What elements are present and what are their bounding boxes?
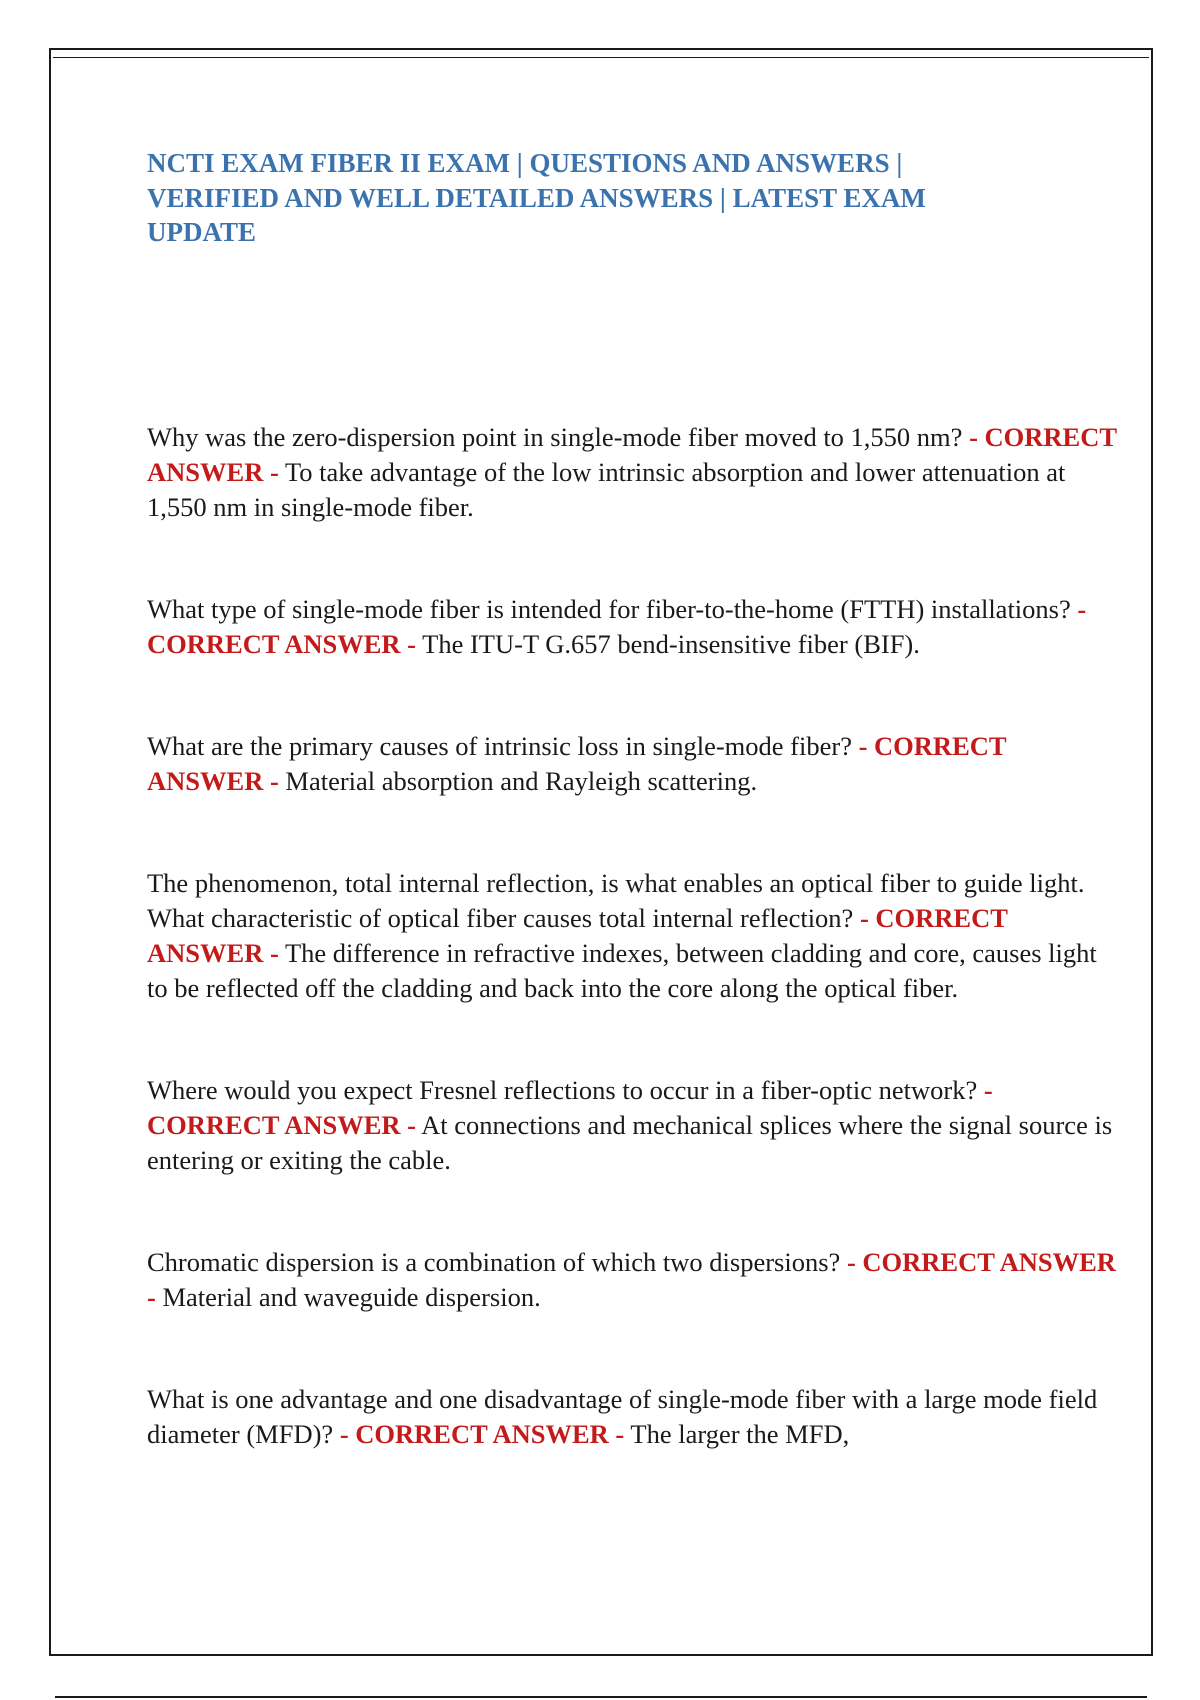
correct-answer-label: CORRECT ANSWER [147, 731, 1007, 796]
correct-answer-label: CORRECT ANSWER [147, 629, 401, 659]
answer-text: Material absorption and Rayleigh scattering. [285, 766, 758, 796]
page-frame [49, 48, 1153, 1656]
correct-answer-label: CORRECT ANSWER [862, 1247, 1116, 1277]
question-text: The phenomenon, total internal reflection, is what enables an optical fiber to guide light. What characteristic of optical fiber causes total internal reflection? [147, 868, 1085, 933]
document-title: NCTI EXAM FIBER II EXAM | QUESTIONS AND ANSWERS | VERIFIED AND WELL DETAILED ANSWERS | LATEST EXAM UPDATE [147, 148, 926, 247]
separator: - [339, 1419, 349, 1449]
correct-answer-label: CORRECT ANSWER [147, 903, 1008, 968]
separator: - [859, 903, 869, 933]
question-text: What type of single-mode fiber is intended for fiber-to-the-home (FTTH) installations? [147, 594, 1071, 624]
question-text: What is one advantage and one disadvantage of single-mode fiber with a large mode field diameter (MFD)? [147, 1384, 1098, 1449]
qa-item [147, 1073, 1117, 1178]
question-text: Where would you expect Fresnel reflections to occur in a fiber-optic network? [147, 1075, 978, 1105]
qa-item [147, 1245, 1117, 1315]
separator: - [269, 938, 279, 968]
separator: - [269, 766, 279, 796]
separator: - [269, 457, 279, 487]
correct-answer-label: CORRECT ANSWER [147, 422, 1117, 487]
qa-item [147, 729, 1117, 799]
separator: - [858, 731, 868, 761]
answer-text: The difference in refractive indexes, between cladding and core, causes light to be reflected off the cladding and back into the core along the optical fiber. [147, 938, 1097, 1003]
qa-list [147, 420, 1117, 1452]
qa-item [147, 420, 1117, 525]
correct-answer-label: CORRECT ANSWER [355, 1419, 609, 1449]
separator: - [846, 1247, 856, 1277]
answer-text: At connections and mechanical splices where the signal source is entering or exiting the cable. [147, 1110, 1113, 1175]
question-text: What are the primary causes of intrinsic loss in single-mode fiber? [147, 731, 852, 761]
qa-item [147, 1382, 1117, 1452]
qa-item [147, 592, 1117, 662]
question-text: Chromatic dispersion is a combination of which two dispersions? [147, 1247, 841, 1277]
bottom-rule [55, 1696, 1147, 1698]
separator: - [969, 422, 978, 452]
qa-item [147, 866, 1117, 1006]
separator: - [147, 1282, 156, 1312]
separator: - [615, 1419, 625, 1449]
separator: - [983, 1075, 993, 1105]
top-rule [53, 57, 1149, 58]
separator: - [407, 629, 416, 659]
answer-text: The larger the MFD, [630, 1419, 850, 1449]
separator: - [1077, 594, 1087, 624]
answer-text: Material and waveguide dispersion. [162, 1282, 541, 1312]
separator: - [407, 1110, 416, 1140]
answer-text: To take advantage of the low intrinsic absorption and lower attenuation at 1,550 nm in single-mode fiber. [147, 457, 1066, 522]
answer-text: The ITU-T G.657 bend-insensitive fiber (BIF). [422, 629, 920, 659]
question-text: Why was the zero-dispersion point in single-mode fiber moved to 1,550 nm? [147, 422, 963, 452]
correct-answer-label: CORRECT ANSWER [147, 1110, 401, 1140]
